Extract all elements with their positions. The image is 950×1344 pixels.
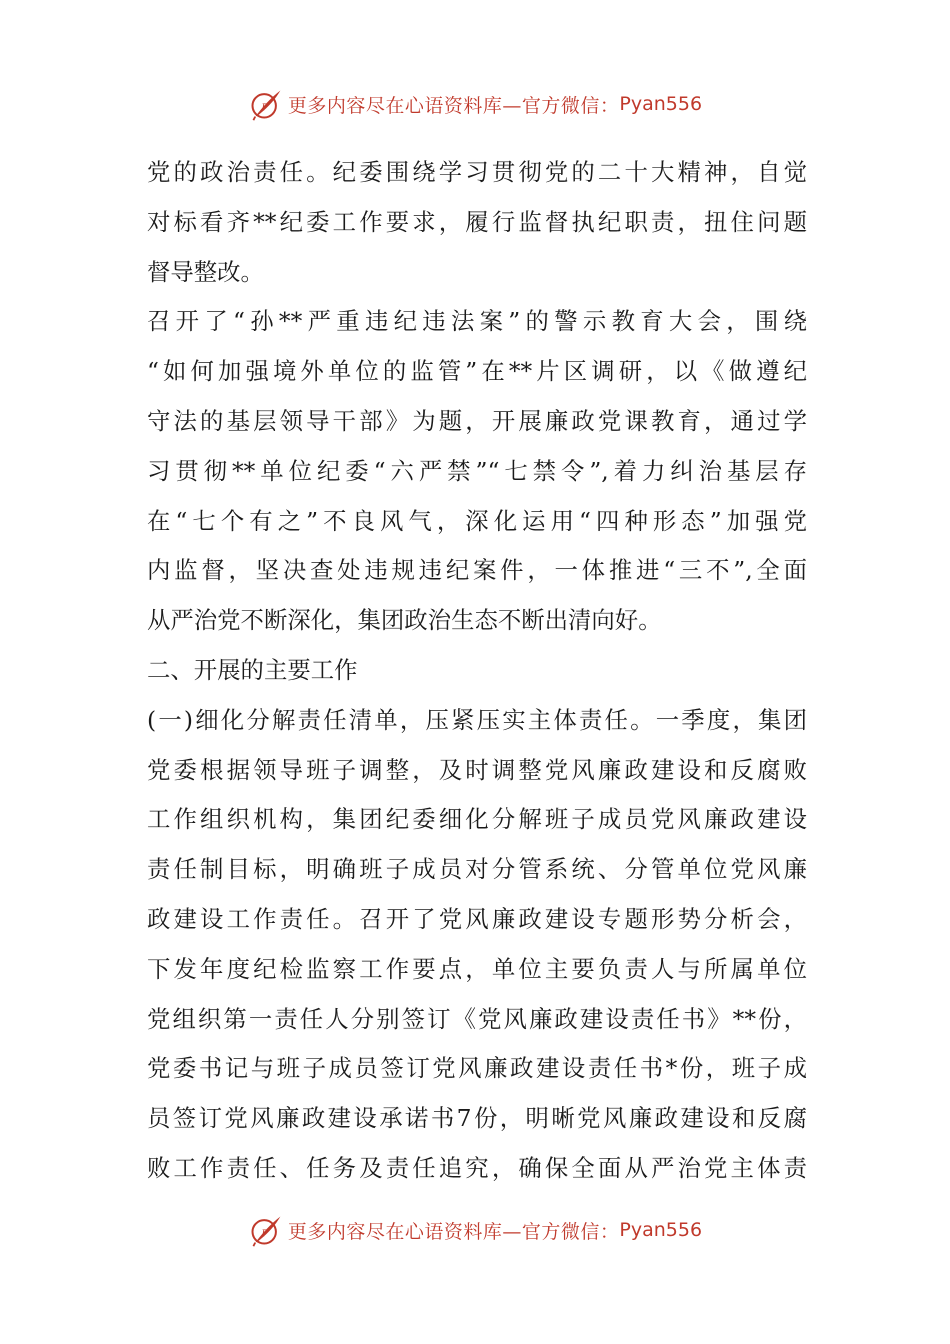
text-line: 从严治党不断深化，集团政治生态不断出清向好。 bbox=[147, 606, 662, 635]
text-line: 对标看齐**纪委工作要求，履行监督执纪职责，扭住问题 bbox=[147, 207, 807, 236]
text-line: 工作组织机构，集团纪委细化分解班子成员党风廉政建设 bbox=[147, 805, 807, 834]
quill-pen-logo-icon bbox=[248, 86, 284, 122]
banner-text: 更多内容尽在心语资料库—官方微信： bbox=[287, 1220, 620, 1243]
text-line: 习贯彻**单位纪委“六严禁”“七禁令”,着力纠治基层存 bbox=[147, 456, 807, 485]
text-line: 败工作责任、任务及责任追究，确保全面从严治党主体责 bbox=[147, 1153, 807, 1182]
text-line: 守法的基层领导干部》为题，开展廉政党课教育，通过学 bbox=[147, 406, 807, 435]
text-line: 召开了“孙**严重违纪违法案”的警示教育大会，围绕 bbox=[147, 307, 807, 336]
text-line: 党委书记与班子成员签订党风廉政建设责任书*份，班子成 bbox=[147, 1054, 807, 1083]
text-line: 下发年度纪检监察工作要点，单位主要负责人与所属单位 bbox=[147, 954, 807, 983]
text-line: 在“七个有之”不良风气，深化运用“四种形态”加强党 bbox=[147, 506, 807, 535]
document-body bbox=[147, 148, 807, 1194]
text-line: 督导整改。 bbox=[147, 257, 264, 286]
text-line: (一)细化分解责任清单，压紧压实主体责任。一季度，集团 bbox=[147, 705, 807, 734]
footer-watermark-banner bbox=[0, 1210, 950, 1250]
text-line: 党组织第一责任人分别签订《党风廉政建设责任书》**份， bbox=[147, 1004, 807, 1033]
svg-text:P: P bbox=[261, 1229, 268, 1240]
banner-text: 更多内容尽在心语资料库—官方微信： bbox=[287, 94, 620, 117]
header-watermark-banner bbox=[0, 84, 950, 124]
banner-wechat-id: Pyan556 bbox=[619, 93, 703, 115]
banner-wechat-id: Pyan556 bbox=[619, 1219, 703, 1241]
text-line: 党委根据领导班子调整，及时调整党风廉政建设和反腐败 bbox=[147, 755, 807, 784]
text-line: 党的政治责任。纪委围绕学习贯彻党的二十大精神，自觉 bbox=[147, 158, 807, 186]
text-line: 政建设工作责任。召开了党风廉政建设专题形势分析会， bbox=[147, 904, 807, 933]
text-line: 员签订党风廉政建设承诺书7份，明晰党风廉政建设和反腐 bbox=[147, 1104, 807, 1133]
text-line: “如何加强境外单位的监管”在**片区调研，以《做遵纪 bbox=[147, 357, 807, 386]
text-line: 内监督，坚决查处违规违纪案件，一体推进“三不”,全面 bbox=[147, 556, 807, 585]
section-heading: 二、开展的主要工作 bbox=[147, 655, 358, 684]
quill-pen-logo-icon bbox=[248, 1212, 284, 1248]
svg-text:P: P bbox=[261, 103, 268, 114]
text-line: 责任制目标，明确班子成员对分管系统、分管单位党风廉 bbox=[147, 855, 807, 884]
